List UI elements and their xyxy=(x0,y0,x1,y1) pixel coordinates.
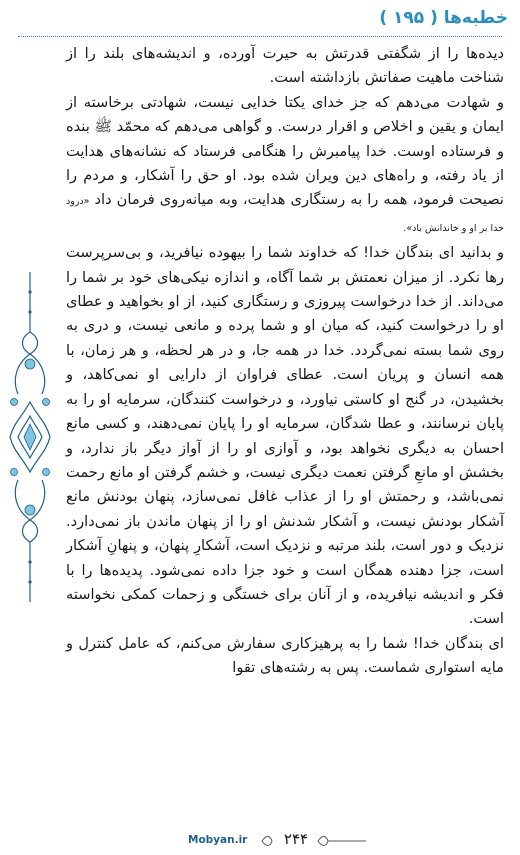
page-footer xyxy=(0,820,520,855)
site-watermark: Mobyan.ir xyxy=(188,834,248,846)
page-header xyxy=(0,0,520,40)
section-title: خطبه‌ها ( ۱۹۵ ) xyxy=(379,8,508,28)
sermon-text xyxy=(66,42,504,681)
paragraph xyxy=(66,91,504,241)
paragraph: و بدانید ای بندگان خدا! که خداوند شما را بیهوده نیافرید، و بی‌سرپرست رها نکرد. از میزان نعمتش بر شما آگاه، و اندازه نیکی‌های خود بر شما را می‌داند. از خدا درخواست پیروزی و رستگاری کنید، از او بخواهید و عطای او را درخواست کنید، که میان او و شما پرده و مانعی نیست، و دری به روی شما بسته نمی‌گردد. خدا در همه جا، و در هر لحظه، و هر زمان، با همه انسان و پریان است. عطای فراوان از دارایی او نمی‌کاهد، و بخشیدن، در گنج او کاستی نیاورد، و درخواست کنندگان، سرمایه او را به پایان نرسانند، و عطا شدگان، سرمایه او را پایان نمی‌دهند، و کسی مانع احسان به دیگری نخواهد بود، و آوازی او را از آواز دیگر باز ندارد، و بخشش او مانعِ گرفتن نعمت دیگری نیست، و خشم گرفتن او مانع رحمت نمی‌باشد، و رحمتش او را از عذاب غافل نمی‌سازد، پنهان بودنش مانع آشکار بودنش نیست، و آشکار شدنش او را از پنهان ماندن باز نمی‌دارد. نزدیک و دور است، بلند مرتبه و نزدیک است، آشکارِ پنهان، و پنهانِ آشکار است، جزا دهنده همگان است و خود جزا داده نمی‌شود. پدیده‌ها را با فکر و اندیشه نیافریده، و از آنان برای خستگی و زحمات کمکی نخواسته است. xyxy=(66,244,504,628)
paragraph-text: و شهادت می‌دهم که جز خدای یکتا خدایی نیست، شهادتی برخاسته از ایمان و یقین و اخلاص و اقرار درست. و گواهی می‌دهم که محمّد ﷺ بنده و فرستاده اوست. خدا پیامبرش را هنگامی فرستاد که نشانه‌های هدایت از یاد رفته، و راه‌های دین ویران شده بود. او حق را آشکار، و مردم را نصیحت فرمود، همه را به رستگاری هدایت، وبه میانه‌روی فرمان داد xyxy=(66,93,504,209)
page-number: ۲۴۴ xyxy=(283,830,309,848)
paragraph: دیده‌ها را از شگفتی قدرتش به حیرت آورده، و اندیشه‌های بلند را از شناخت ماهیت صفاتش بازداشته است. xyxy=(66,45,504,87)
blessing-note: «درود خدا بر او و خاندانش باد». xyxy=(66,196,504,234)
paragraph: ای بندگان خدا! شما را به پرهیزکاری سفارش می‌کنم، که عامل کنترل و مایه استواری شماست. پس به رشته‌های تقوا xyxy=(66,634,504,677)
margin-ornament xyxy=(4,272,56,602)
header-divider xyxy=(18,36,502,37)
